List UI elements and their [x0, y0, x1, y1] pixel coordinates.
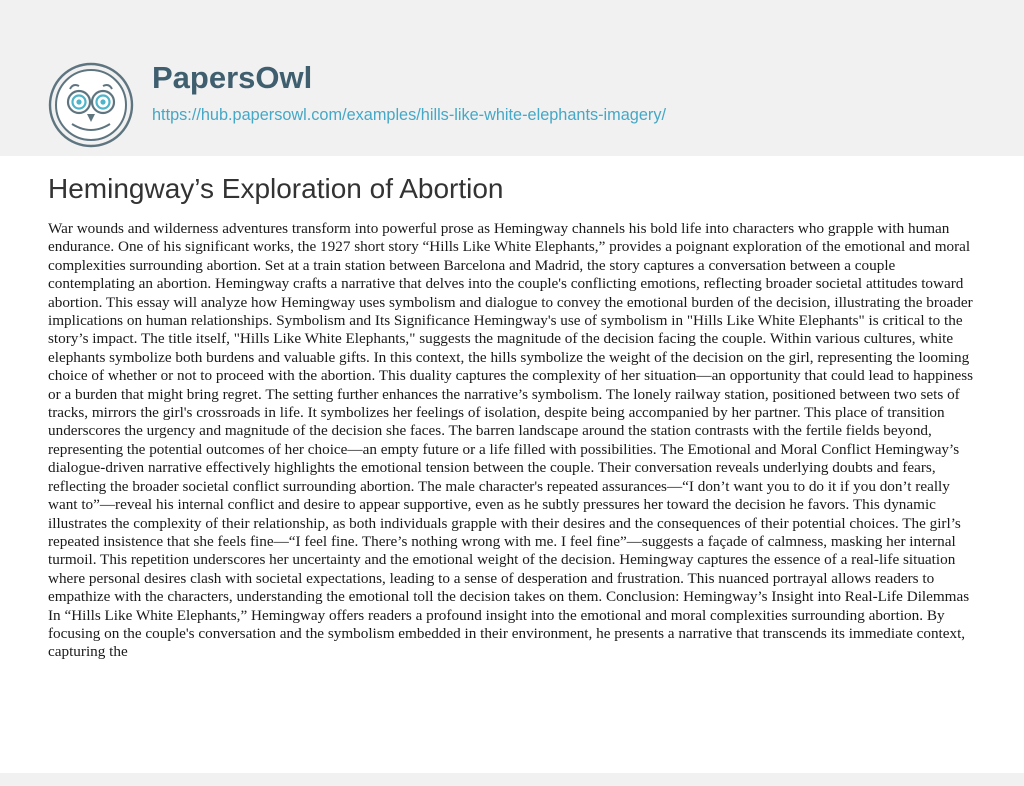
essay-title: Hemingway’s Exploration of Abortion	[48, 173, 504, 204]
essay-body: War wounds and wilderness adventures transform into powerful prose as Hemingway channels his bold life into characters who grapple with human endurance. One of his significant works, the 1927 short story “Hills Like White Elephants,” provides a poignant exploration of the emotional and moral complexities surrounding abortion. Set at a train station between Barcelona and Madrid, the story captures a conversation between a couple contemplating an abortion. Hemingway crafts a narrative that delves into the couple's conflicting emotions, reflecting broader societal attitudes toward abortion. This essay will analyze how Hemingway uses symbolism and dialogue to convey the emotional burden of the decision, illustrating the broader implications on human relationships. Symbolism and Its Significance Hemingway's use of symbolism in "Hills Like White Elephants" is critical to the story’s impact. The title itself, "Hills Like White Elephants," suggests the magnitude of the decision facing the couple. Within various cultures, white elephants symbolize both burdens and valuable gifts. In this context, the hills symbolize the weight of the decision on the girl, representing the looming choice of whether or not to proceed with the abortion. This duality captures the complexity of her situation—an opportunity that could lead to happiness or a burden that might bring regret. The setting further enhances the narrative’s symbolism. The lonely railway station, positioned between two sets of tracks, mirrors the girl's crossroads in life. It symbolizes her feelings of isolation, despite being accompanied by her partner. This place of transition underscores the urgency and magnitude of the decision she faces. The barren landscape around the station contrasts with the fertile fields beyond, representing the potential outcomes of her choice—an empty future or a life filled with possibilities. The Emotional and Moral Conflict Hemingway’s dialogue-driven narrative effectively highlights the emotional tension between the couple. Their conversation reveals underlying doubts and fears, reflecting the broader societal conflict surrounding abortion. The male character's repeated assurances—“I don’t want you to do it if you don’t really want to”—reveal his internal conflict and desire to appear supportive, even as he subtly pressures her toward the decision he favors. This dynamic illustrates the complexity of their relationship, as both individuals grapple with their desires and the consequences of their potential choices. The girl’s repeated insistence that she feels fine—“I feel fine. There’s nothing wrong with me. I feel fine”—suggests a façade of calmness, masking her internal turmoil. This repetition underscores her uncertainty and the emotional weight of the decision. Hemingway captures the essence of a real-life situation where personal desires clash with societal expectations, leading to a sense of desperation and frustration. This nuanced portrayal allows readers to empathize with the characters, understanding the emotional toll the decision takes on them. Conclusion: Hemingway’s Insight into Real-Life Dilemmas In “Hills Like White Elephants,” Hemingway offers readers a profound insight into the emotional and moral complexities surrounding abortion. By focusing on the couple's conversation and the symbolism embedded in their environment, he presents a narrative that transcends its immediate context, capturing the	[48, 220, 974, 661]
owl-logo-icon	[48, 62, 134, 148]
site-header	[0, 0, 1024, 156]
page-url-link[interactable]: https://hub.papersowl.com/examples/hills-like-white-elephants-imagery/	[152, 106, 666, 124]
brand-name[interactable]: PapersOwl	[152, 60, 313, 95]
bottom-bar	[0, 773, 1024, 786]
